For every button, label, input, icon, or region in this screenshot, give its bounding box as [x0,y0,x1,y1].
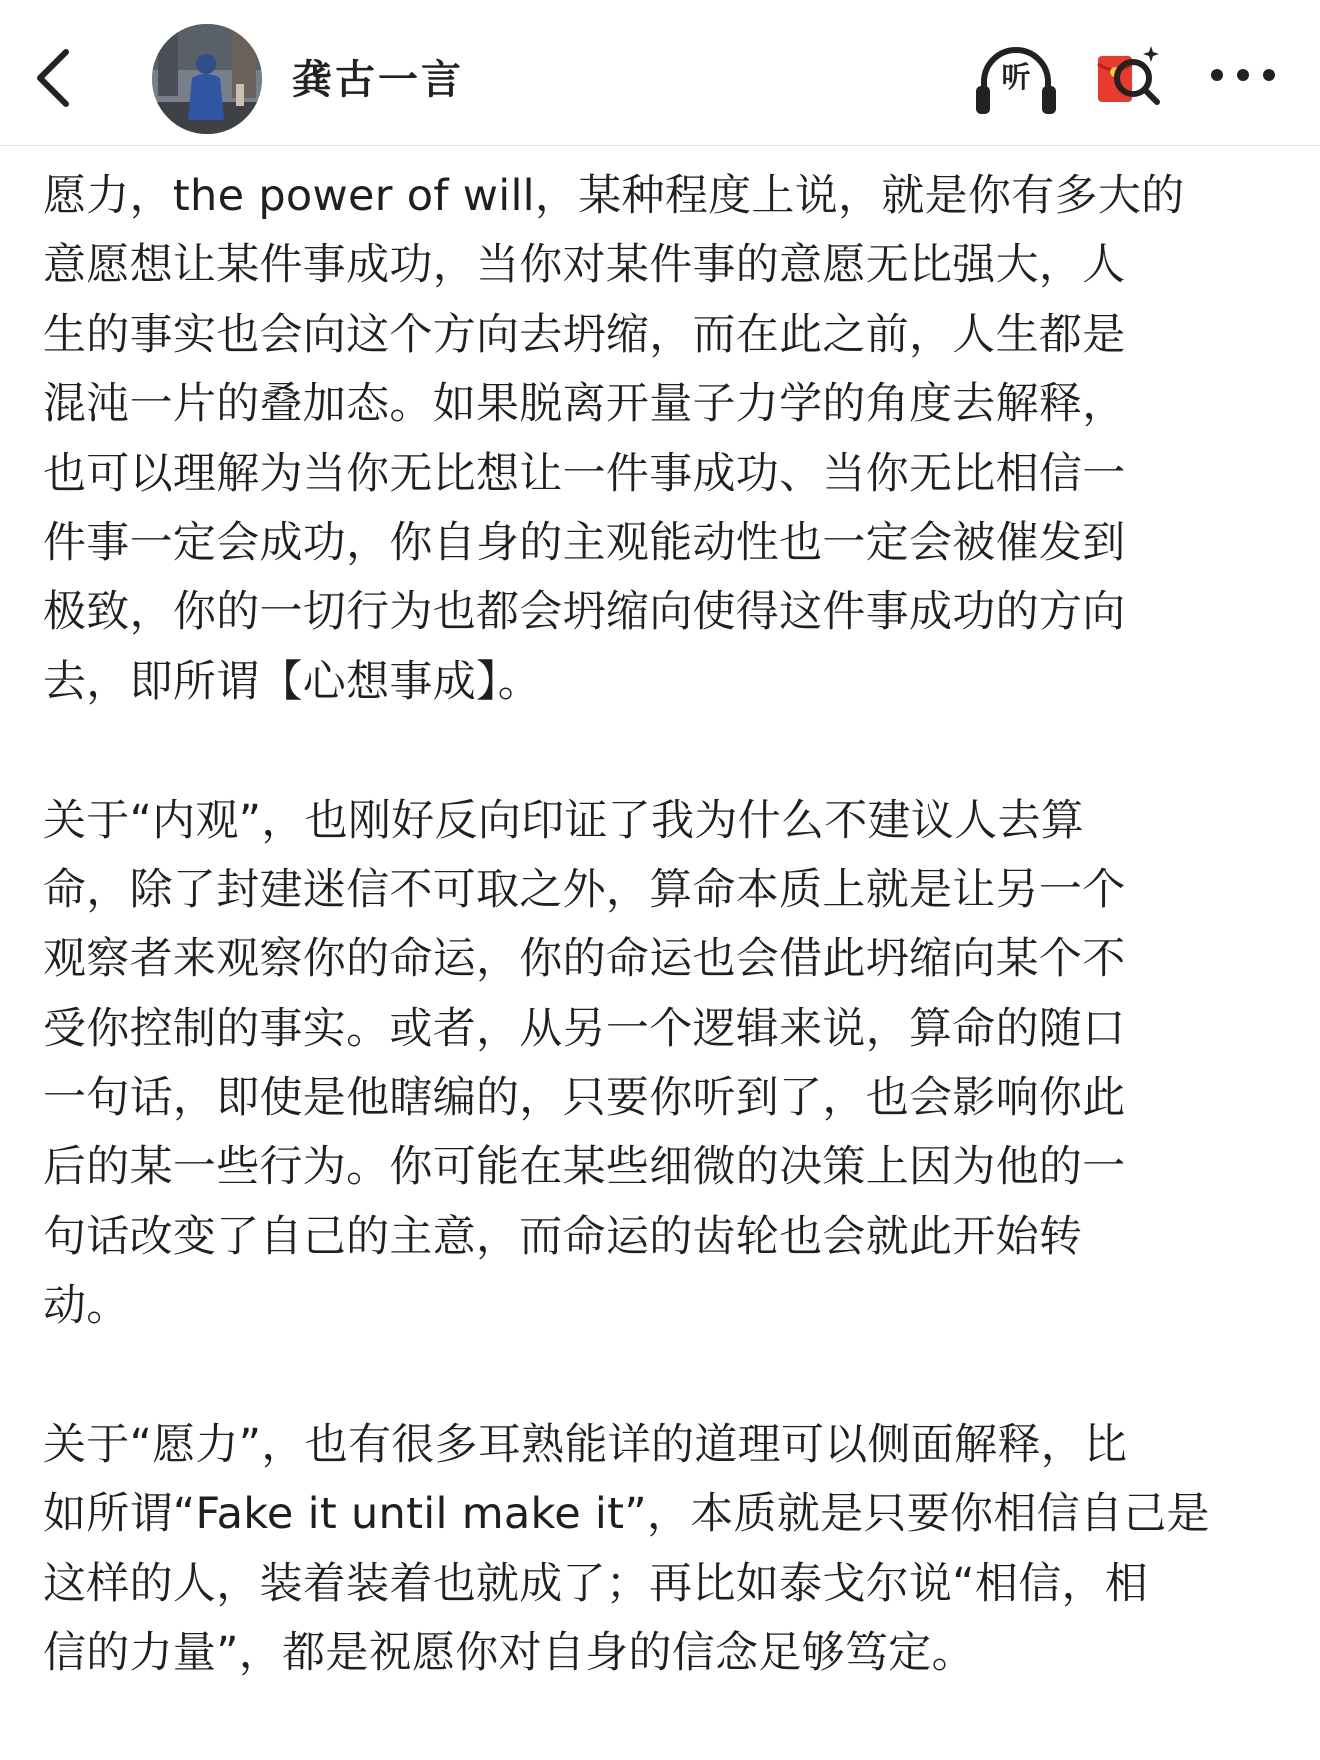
text-line: 一句话，即使是他瞎编的，只要你听到了，也会影响你此 [43,1073,1126,1124]
text-line: 混沌一片的叠加态。如果脱离开量子力学的角度去解释， [43,379,1126,430]
text-line: 动。 [43,1281,130,1332]
text-line: 命，除了封建迷信不可取之外，算命本质上就是让另一个 [43,864,1126,915]
listen-label: 听 [1001,60,1031,94]
text-line: 极致，你的一切行为也都会坍缩向使得这件事成功的方向 [43,587,1126,638]
back-icon[interactable] [30,44,82,112]
text-line: 去，即所谓【心想事成】。 [43,656,542,707]
text-line: 关于“愿力”，也有很多耳熟能详的道理可以侧面解释，比 [43,1420,1128,1471]
text-line: 后的某一些行为。你可能在某些细微的决策上因为他的一 [43,1142,1126,1193]
red-packet-search-icon[interactable] [1093,42,1167,122]
paragraph-3 [43,1411,1288,1689]
text-line: 件事一定会成功，你自身的主观能动性也一定会被催发到 [43,517,1126,568]
text-line: 关于“内观”，也刚好反向印证了我为什么不建议人去算 [43,795,1085,846]
article-body [43,162,1288,1689]
text-line: 如所谓“Fake it until make it”，本质就是只要你相信自己是 [43,1489,1210,1540]
text-line: 愿力，the power of will，某种程度上说，就是你有多大的 [43,171,1185,221]
text-line: 生的事实也会向这个方向去坍缩，而在此之前，人生都是 [43,309,1126,360]
avatar[interactable] [152,24,262,134]
text-line: 句话改变了自己的主意，而命运的齿轮也会就此开始转 [43,1211,1083,1262]
text-line: 也可以理解为当你无比想让一件事成功、当你无比相信一 [43,448,1126,499]
top-bar [0,0,1320,146]
paragraph-1 [43,162,1288,717]
text-line: 意愿想让某件事成功，当你对某件事的意愿无比强大，人 [43,240,1126,291]
more-dots-icon[interactable] [1207,60,1279,90]
text-line: 受你控制的事实。或者，从另一个逻辑来说，算命的随口 [43,1003,1126,1054]
text-line: 观察者来观察你的命运，你的命运也会借此坍缩向某个不 [43,934,1126,985]
text-line: 这样的人，装着装着也就成了；再比如泰戈尔说“相信，相 [43,1558,1149,1609]
username[interactable]: 龚古一言 [292,57,464,103]
paragraph-2 [43,787,1288,1342]
text-line: 信的力量”，都是祝愿你对自身的信念足够笃定。 [43,1628,975,1679]
